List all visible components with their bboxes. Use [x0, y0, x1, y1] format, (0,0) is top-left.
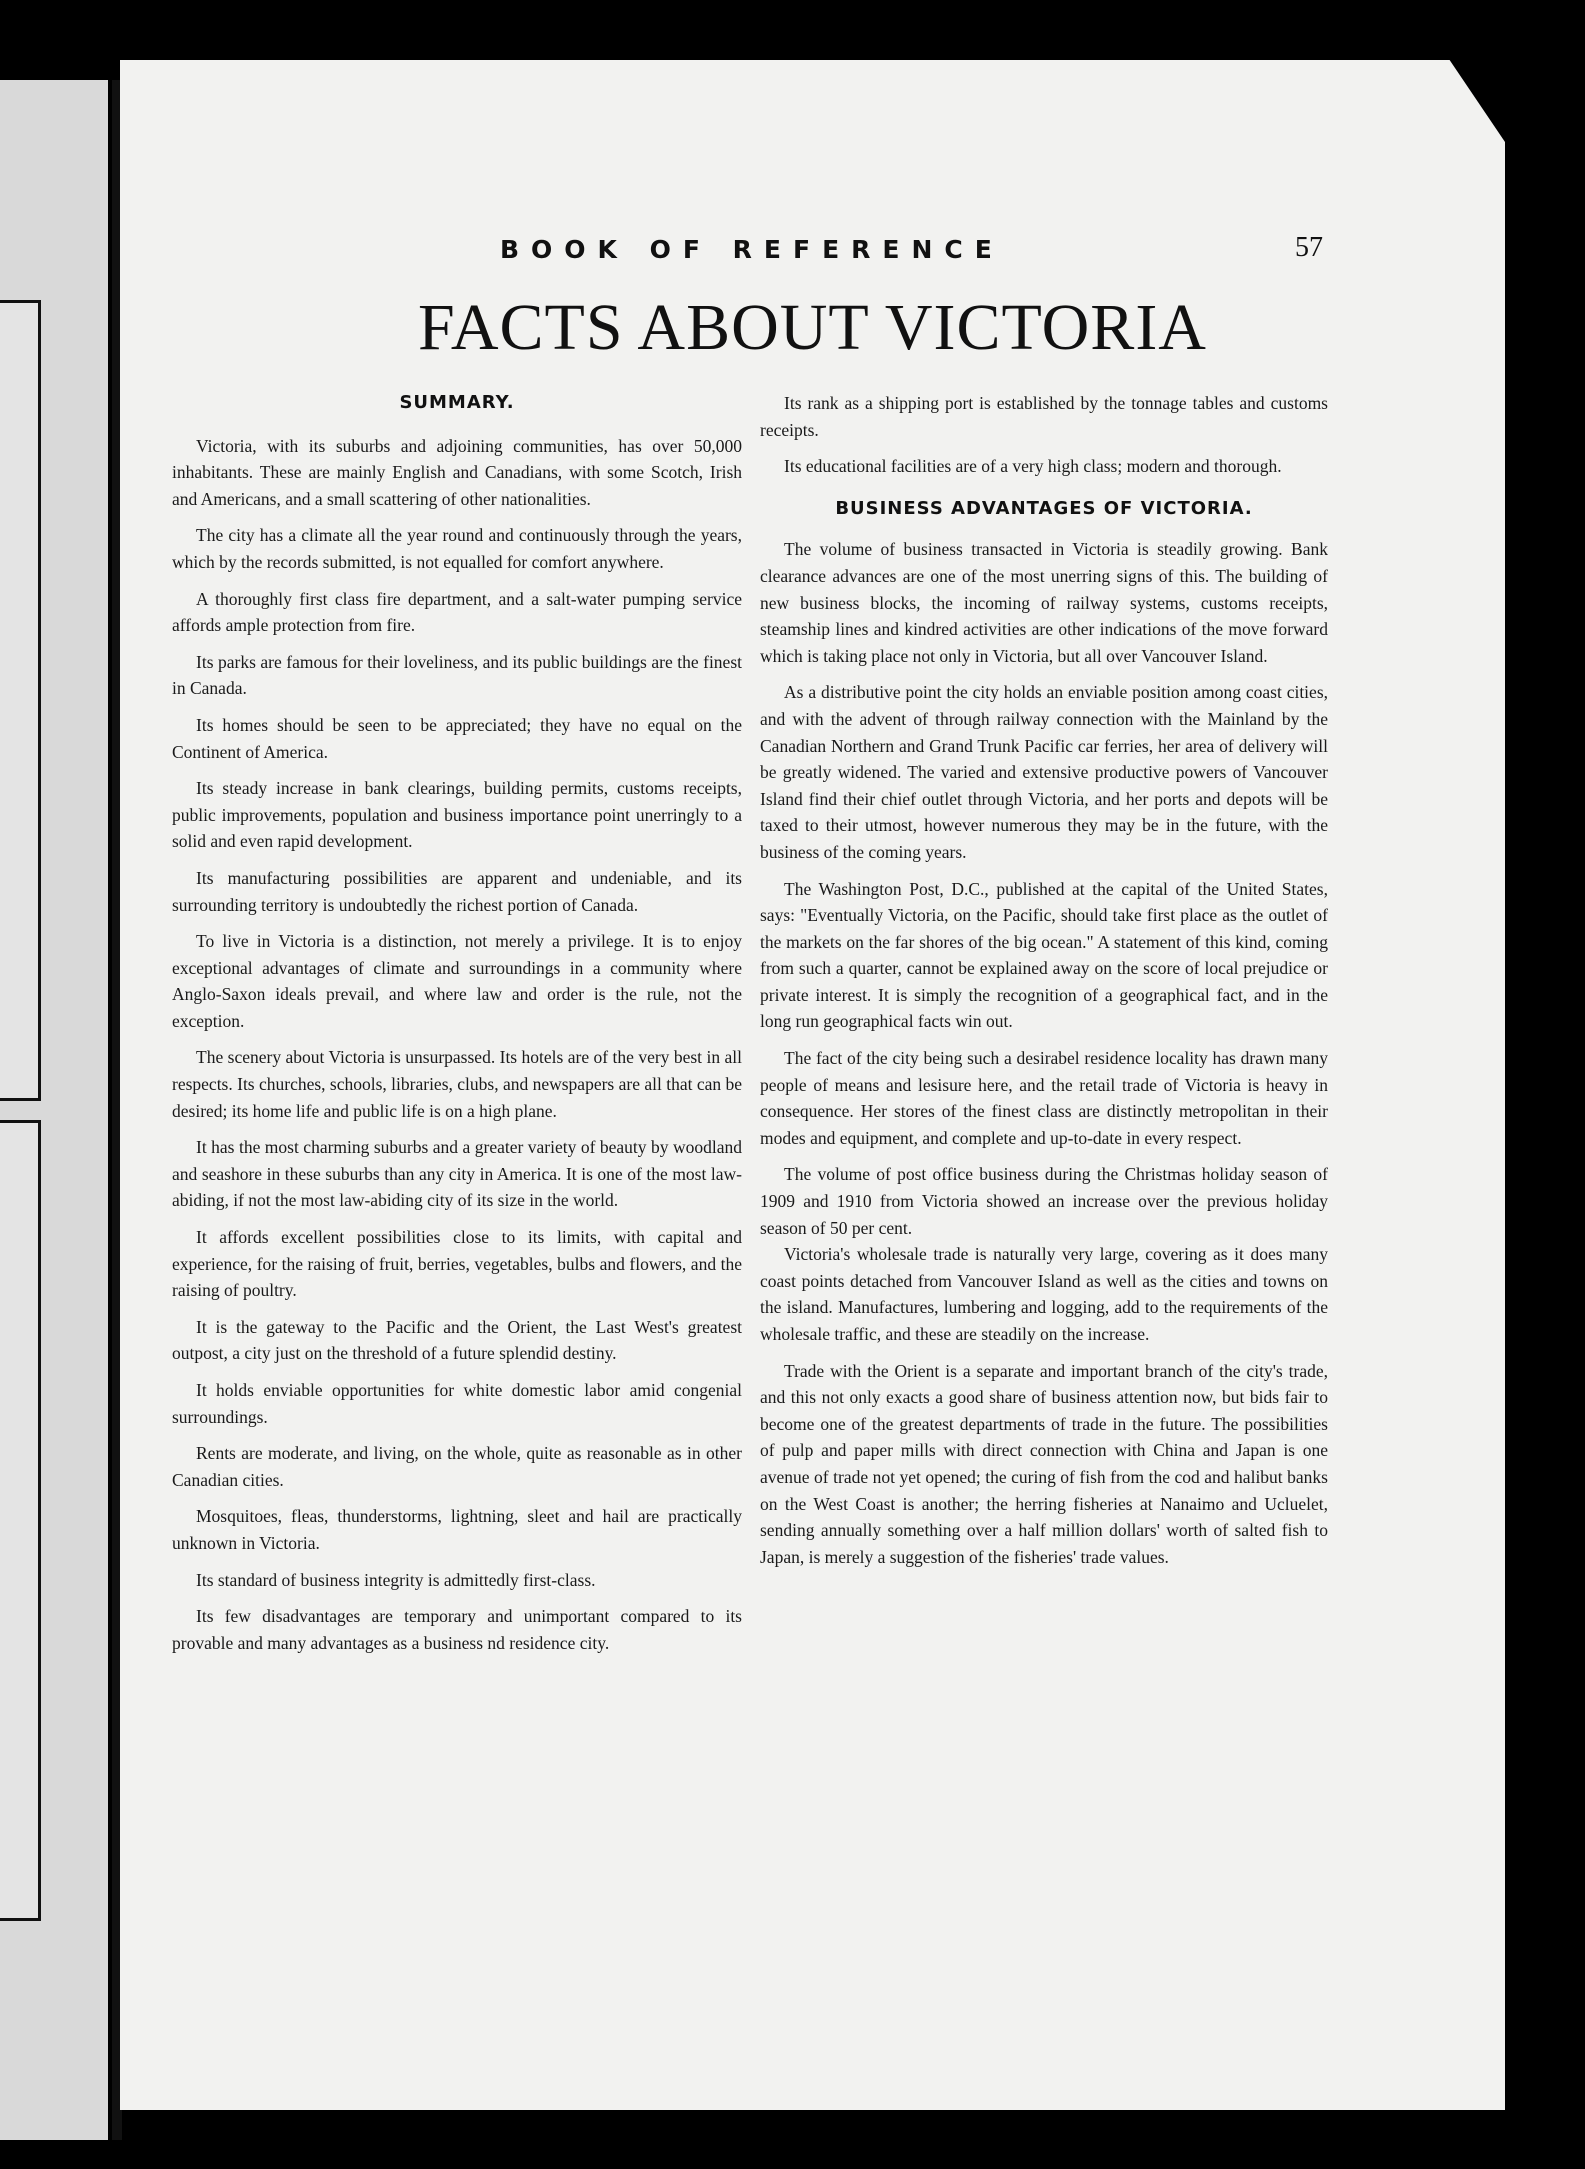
left-column	[172, 390, 742, 1666]
right-column	[760, 390, 1328, 1580]
paragraph: It is the gateway to the Pacific and the Orient, the Last West's greatest outpost, a city just on the threshold of a future splendid destiny.	[172, 1316, 742, 1364]
paragraph: The Washington Post, D.C., published at the capital of the United States, says: "Eventually Victoria, on the Pacific, should take first place as the outlet of the markets on the far shores of the big ocean." A statement of this kind, coming from such a quarter, cannot be explained away on the score of local prejudice or private interest. It is simply the recognition of a geographical fact, and in the long run geographical facts win out.	[760, 878, 1328, 1032]
paragraph: Trade with the Orient is a separate and important branch of the city's trade, and this not only exacts a good share of business attention now, but bids fair to become one of the greatest departments of trade in the future. The possibilities of pulp and paper mills with direct connection with China and Japan is one avenue of trade not yet opened; the curing of fish from the cod and halibut banks on the West Coast is another; the herring fisheries at Nanaimo and Ucluelet, sending annually something over a half million dollars' worth of salted fish to Japan, is merely a suggestion of the fisheries' trade values.	[760, 1360, 1328, 1567]
paragraph: Its few disadvantages are temporary and unimportant compared to its provable and many advantages as a business nd residence city.	[172, 1606, 742, 1653]
paragraph: Mosquitoes, fleas, thunderstorms, lightning, sleet and hail are practically unknown in Victoria.	[172, 1506, 742, 1553]
paragraph: It holds enviable opportunities for white domestic labor amid congenial surroundings.	[172, 1380, 742, 1427]
paragraph: As a distributive point the city holds an enviable position among coast cities, and with the advent of through railway connection with the Mainland by the Canadian Northern and Grand Trunk Pacific car ferries, her area of delivery will be greatly widened. The varied and extensive productive powers of Vancouver Island find their chief outlet through Victoria, and her ports and depots will be taxed to their utmost, however numerous they may be in the future, with the business of the coming years.	[760, 682, 1328, 862]
paragraph: A thoroughly first class fire department, and a salt-water pumping service affords ample protection from fire.	[172, 588, 742, 636]
paragraph: Victoria, with its suburbs and adjoining communities, has over 50,000 inhabitants. These are mainly English and Canadians, with some Scotch, Irish and Americans, and a small scattering of other nationalities.	[172, 435, 742, 509]
paragraph: The city has a climate all the year round and continuously through the years, which by the records submitted, is not equalled for comfort anywhere.	[172, 525, 742, 572]
paragraph: Its manufacturing possibilities are apparent and undeniable, and its surrounding territory is undoubtedly the richest portion of Canada.	[172, 867, 742, 915]
paragraph: To live in Victoria is a distinction, not merely a privilege. It is to enjoy exceptional advantages of climate and surroundings in a community where Anglo-Saxon ideals prevail, and where law and order is the rule, not the exception.	[172, 931, 742, 1031]
paragraph: Its rank as a shipping port is established by the tonnage tables and customs receipts.	[760, 393, 1328, 440]
page-title: FACTS ABOUT VICTORIA	[418, 291, 1207, 364]
paragraph: Its educational facilities are of a very high class; modern and thorough.	[784, 456, 1282, 477]
paragraph: The volume of post office business during the Christmas holiday season of 1909 and 1910 from Victoria showed an increase over the previous holiday season of 50 per cent.	[760, 1164, 1328, 1238]
paragraph: Its standard of business integrity is admittedly first-class.	[196, 1569, 596, 1590]
paragraph: Rents are moderate, and living, on the whole, quite as reasonable as in other Canadian cities.	[172, 1443, 742, 1490]
paragraph: The scenery about Victoria is unsurpassed. Its hotels are of the very best in all respects. Its churches, schools, libraries, clubs, and newspapers are all that can be desired; its home life and public life is on a high plane.	[172, 1047, 743, 1121]
adjacent-page-box-top	[0, 300, 41, 1101]
page-number: 57	[1295, 232, 1323, 263]
paragraph: The fact of the city being such a desirabel residence locality has drawn many people of means and lesisure here, and the retail trade of Victoria is heavy in consequence. Her stores of the finest class are distinctly metropolitan in their modes and equipment, and complete and up-to-date in every respect.	[760, 1048, 1328, 1148]
adjacent-page-box-bottom	[0, 1120, 41, 1921]
summary-heading: SUMMARY.	[399, 392, 515, 413]
paragraph: Its homes should be seen to be appreciated; they have no equal on the Continent of America.	[172, 714, 742, 762]
paragraph: Its parks are famous for their loveliness, and its public buildings are the finest in Canada.	[172, 651, 742, 699]
business-advantages-heading: BUSINESS ADVANTAGES OF VICTORIA.	[835, 497, 1253, 519]
paragraph: Victoria's wholesale trade is naturally very large, covering as it does many coast points detached from Vancouver Island as well as the cities and towns on the island. Manufactures, lumbering and logging, add to the requirements of the wholesale traffic, and these are steadily on the increase.	[760, 1244, 1328, 1344]
paragraph: The volume of business transacted in Victoria is steadily growing. Bank clearance advances are one of the most unerring signs of this. The building of new business blocks, the incoming of railway systems, customs receipts, steamship lines and kindred activities are other indications of the move forward which is taking place not only in Victoria, but all over Vancouver Island.	[760, 539, 1328, 666]
paragraph: It affords excellent possibilities close to its limits, with capital and experience, for the raising of fruit, berries, vegetables, bulbs and flowers, and the raising of poultry.	[172, 1227, 742, 1301]
paragraph: It has the most charming suburbs and a greater variety of beauty by woodland and seashore in these suburbs than any city in America. It is one of the most law-abiding, if not the most law-abiding city of its size in the world.	[172, 1137, 742, 1211]
paragraph: Its steady increase in bank clearings, building permits, customs receipts, public improvements, population and business importance point unerringly to a solid and even rapid development.	[172, 778, 742, 852]
running-head: BOOK OF REFERENCE	[500, 235, 1004, 264]
